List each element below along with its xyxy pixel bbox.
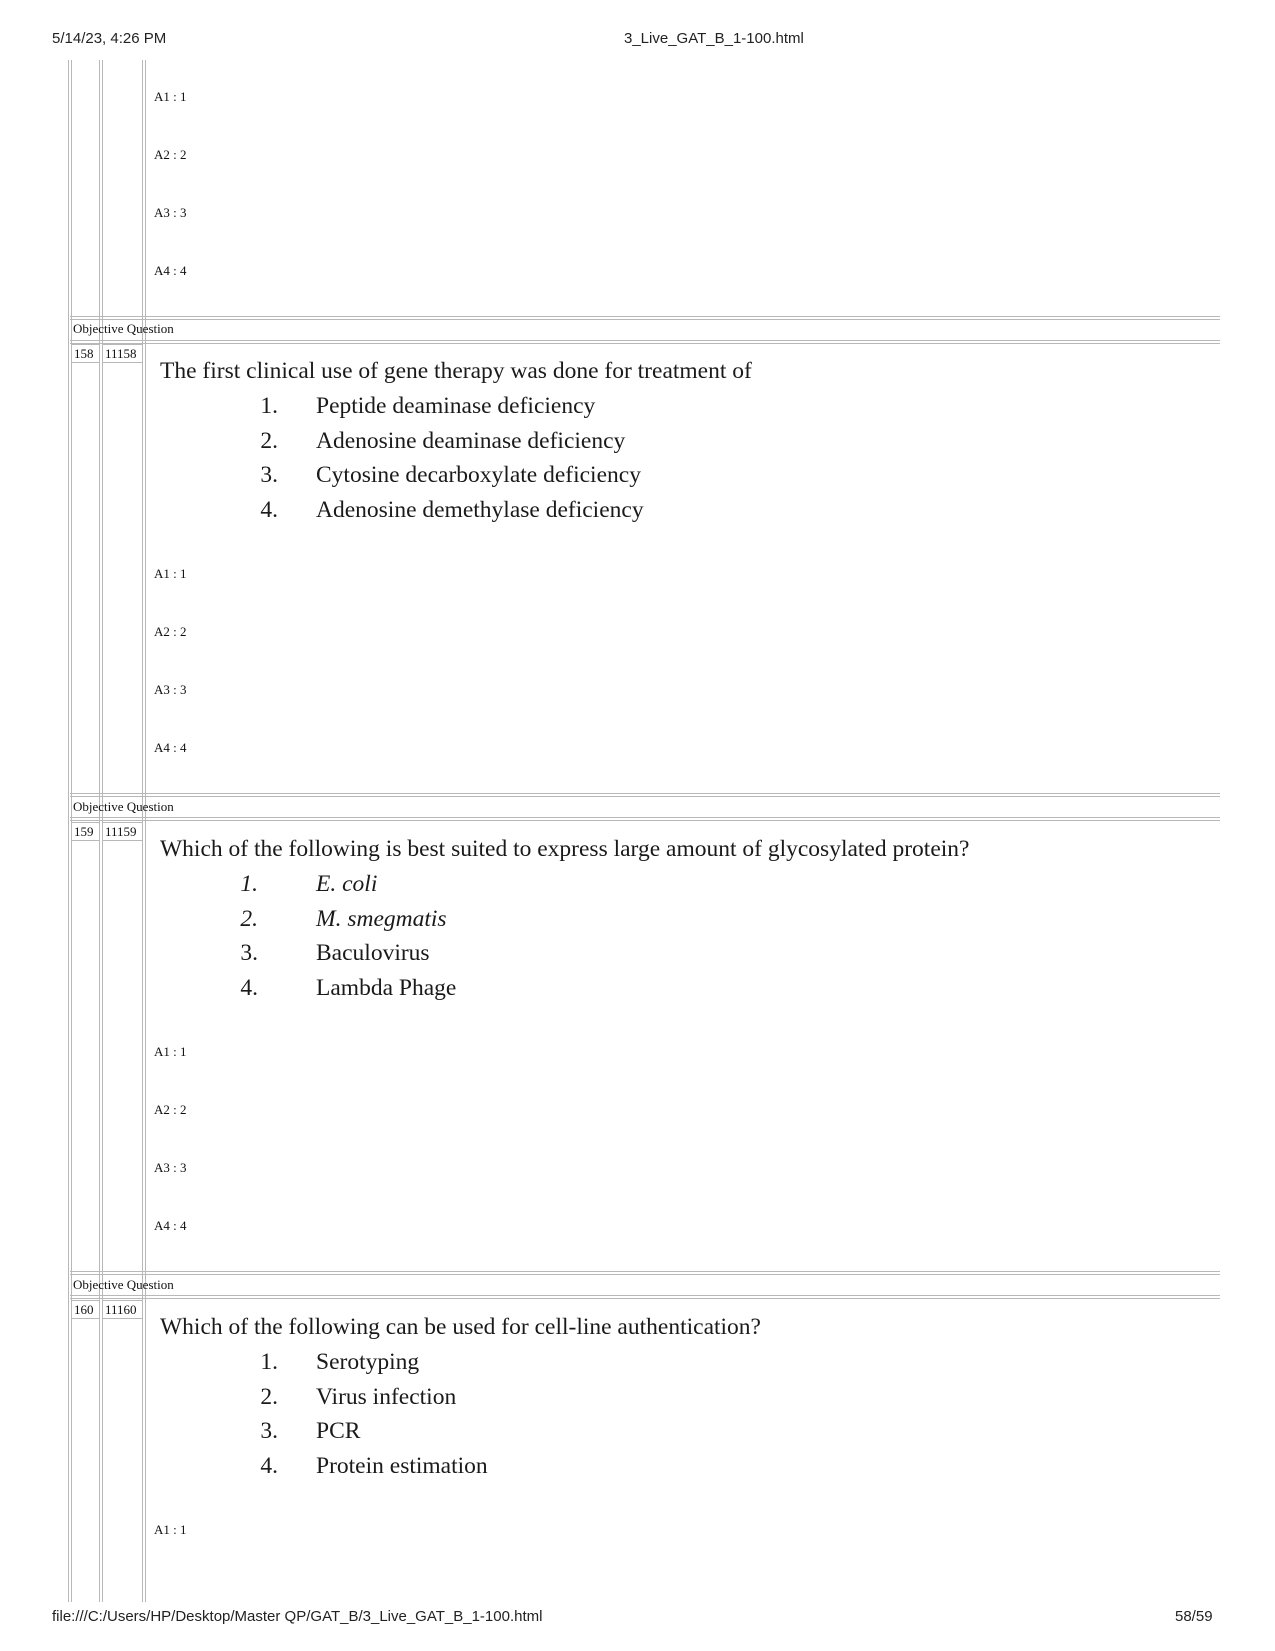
option-number: 3. [240, 940, 258, 966]
question-text: Which of the following can be used for cell-line authentication? [160, 1314, 761, 1340]
question-serial-number: 160 [71, 1300, 100, 1319]
answer-option: A1 : 1 [154, 1044, 187, 1059]
option-number: 1. [260, 1349, 278, 1375]
answer-option: A1 : 1 [154, 566, 187, 581]
option-number: 2. [260, 428, 278, 454]
option-text: M. smegmatis [316, 906, 447, 932]
question-id: 11158 [102, 344, 143, 363]
question-text: The first clinical use of gene therapy was done for treatment of [160, 358, 752, 384]
option-text: Lambda Phage [316, 975, 457, 1001]
option-number: 1. [260, 393, 278, 419]
option-text: Serotyping [316, 1349, 420, 1375]
option-number: 4. [260, 1453, 278, 1479]
question-type-label: Objective Question [73, 321, 174, 336]
answer-option: A3 : 3 [154, 205, 187, 220]
print-file-path: file:///C:/Users/HP/Desktop/Master QP/GAT_B/3_Live_GAT_B_1-100.html [52, 1608, 543, 1625]
question-text: Which of the following is best suited to express large amount of glycosylated protein? [160, 836, 970, 862]
print-page-number: 58/59 [1175, 1608, 1213, 1625]
question-type-label: Objective Question [73, 1277, 174, 1292]
question-serial-number: 158 [71, 344, 100, 363]
option-text: Cytosine decarboxylate deficiency [316, 462, 641, 488]
option-text: E. coli [316, 871, 378, 897]
option-number: 3. [260, 1418, 278, 1444]
option-text: Adenosine demethylase deficiency [316, 497, 644, 523]
option-number: 4. [240, 975, 258, 1001]
question-type-label: Objective Question [73, 799, 174, 814]
answer-option: A1 : 1 [154, 1522, 187, 1537]
answer-option: A3 : 3 [154, 682, 187, 697]
option-text: Baculovirus [316, 940, 430, 966]
answer-option: A4 : 4 [154, 740, 187, 755]
question-id: 11160 [102, 1300, 143, 1319]
answer-option: A2 : 2 [154, 147, 187, 162]
question-serial-number: 159 [71, 822, 100, 841]
option-number: 4. [260, 497, 278, 523]
option-text: Virus infection [316, 1384, 457, 1410]
answer-option: A3 : 3 [154, 1160, 187, 1175]
answer-option: A1 : 1 [154, 89, 187, 104]
option-text: Adenosine deaminase deficiency [316, 428, 626, 454]
option-text: Peptide deaminase deficiency [316, 393, 596, 419]
question-id: 11159 [102, 822, 143, 841]
print-document-title: 3_Live_GAT_B_1-100.html [624, 30, 804, 47]
answer-option: A4 : 4 [154, 1218, 187, 1233]
option-number: 2. [260, 1384, 278, 1410]
option-text: Protein estimation [316, 1453, 488, 1479]
option-text: PCR [316, 1418, 361, 1444]
option-number: 2. [240, 906, 258, 932]
answer-option: A4 : 4 [154, 263, 187, 278]
answer-option: A2 : 2 [154, 1102, 187, 1117]
option-number: 1. [240, 871, 258, 897]
answer-option: A2 : 2 [154, 624, 187, 639]
option-number: 3. [260, 462, 278, 488]
print-datetime: 5/14/23, 4:26 PM [52, 30, 167, 47]
